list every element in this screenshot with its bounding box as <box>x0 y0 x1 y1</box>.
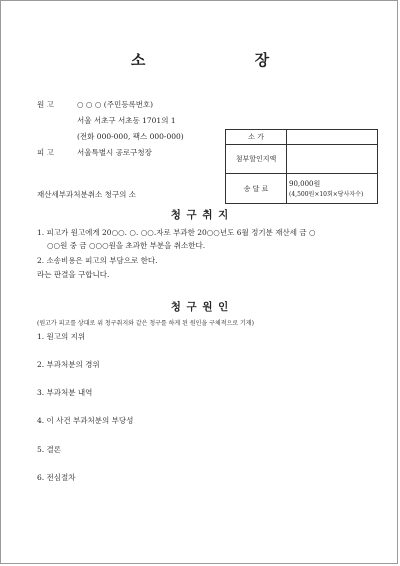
plaintiff-name: ○ ○ ○ (주민등록번호) <box>77 100 154 109</box>
claim-line: 2. 소송비용은 피고의 부담으로 한다. <box>37 256 158 265</box>
fee-row <box>226 145 378 174</box>
fee-row <box>226 130 378 145</box>
fee-value <box>287 145 378 174</box>
fee-label: 첨부할인지액 <box>226 145 287 174</box>
fee-value: 90,000원 <box>289 180 321 188</box>
document-title: 소 장 <box>130 51 322 69</box>
causes-heading: 청 구 원 인 <box>170 301 230 313</box>
causes-note: (원고가 피고를 상대로 위 청구취지와 같은 청구를 하게 된 원인을 구체적으로 기재) <box>37 320 254 327</box>
plaintiff-contact: (전화 000-000, 팩스 000-000) <box>77 132 184 141</box>
fee-table <box>225 129 378 204</box>
fee-value-cell <box>287 174 378 204</box>
defendant-name: 서울특별시 공로구청장 <box>77 148 152 157</box>
fee-note: (4,500원×10회×당사자수) <box>289 191 364 198</box>
plaintiff-address: 서울 서초구 서초동 1701의 1 <box>77 116 176 125</box>
cause-item: 1. 원고의 지위 <box>37 332 86 341</box>
plaintiff-label: 원 고 <box>37 100 54 109</box>
claim-line: 라는 판결을 구합니다. <box>37 270 110 279</box>
case-name: 재산세부과처분취소 청구의 소 <box>37 190 136 199</box>
fee-label: 송 달 료 <box>226 174 287 204</box>
fee-label: 소 가 <box>226 130 287 145</box>
cause-item: 2. 부과처분의 경위 <box>37 360 100 369</box>
defendant-label: 피 고 <box>37 148 54 157</box>
cause-item: 6. 전심절차 <box>37 473 76 482</box>
cause-item: 3. 부과처분 내역 <box>37 388 93 397</box>
fee-row <box>226 174 378 204</box>
claim-line: ○○원 중 금 ○○○원을 초과한 부분을 취소한다. <box>47 241 206 250</box>
cause-item: 4. 이 사건 부과처분의 부당성 <box>37 416 134 425</box>
fee-value <box>287 130 378 145</box>
claims-heading: 청 구 취 지 <box>170 209 230 221</box>
cause-item: 5. 결론 <box>37 445 62 454</box>
claim-line: 1. 피고가 원고에게 20○○. ○. ○○.자로 부과한 20○○년도 6월 정기분 재산세 금 ○ <box>37 228 316 237</box>
